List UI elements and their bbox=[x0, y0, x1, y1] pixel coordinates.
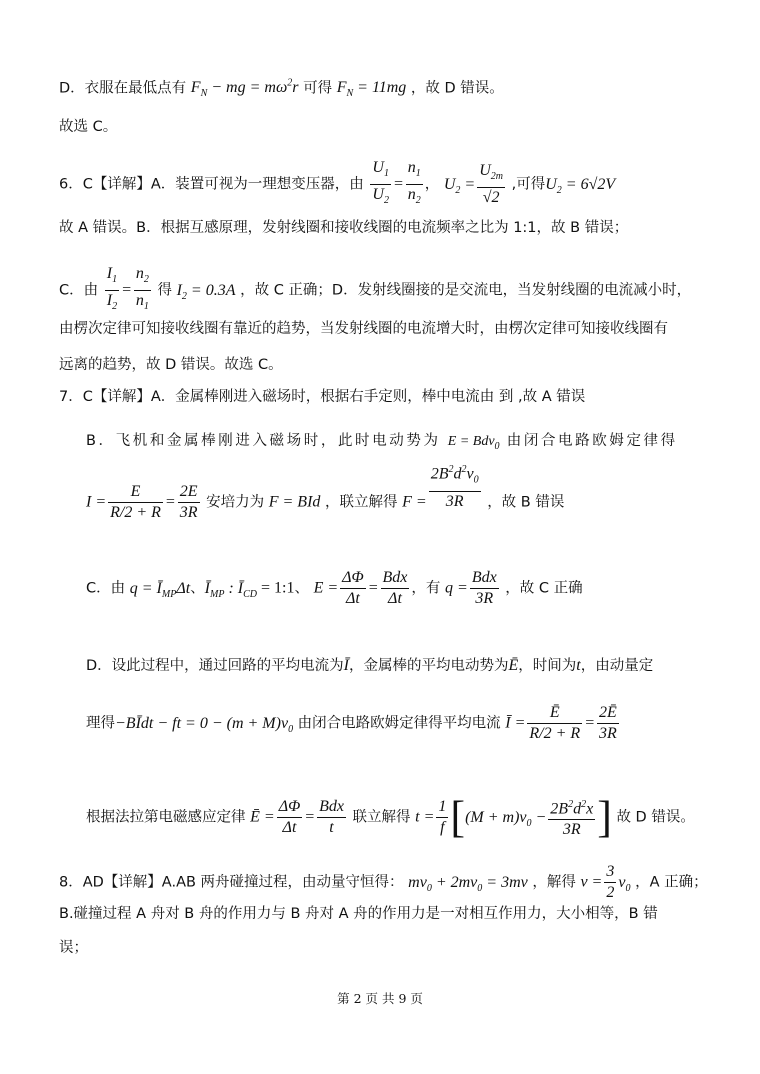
text: 理得 bbox=[86, 715, 115, 732]
q7-line-d: C．由 $q = Ī_{MP}\Delta t$、$Ī_{MP}$ : $Ī_{CD}$ = 1:1、 E = $\frac{\Delta\Phi}{\Delta t}$ = $\frac{\text{Bdx}}{\Delta t}$ ，有 q = $\frac{\text{Bdx}}{3R}$ ，故 C 正确 bbox=[86, 569, 583, 607]
q8-line-a: 8．AD【详解】A.AB 两舟碰撞过程，由动量守恒得： $mv_0 + 2mv_0 = 3mv$ ，解得 v = $\frac{3}{2}$ $v_0$ ，A 正确； bbox=[59, 863, 708, 901]
text: ，金属棒的平均电动势为 bbox=[349, 658, 509, 674]
text: ，时间为 bbox=[518, 658, 577, 674]
formula: $F_N$ − mg = $m\omega^2r$ bbox=[190, 78, 299, 100]
q8-line-c: 误； bbox=[59, 940, 88, 956]
fraction: $\frac{\text{Bdx}}{\Delta t}$ bbox=[382, 569, 408, 607]
text: ，联立解得 bbox=[325, 494, 398, 511]
text: 安培力为 bbox=[206, 494, 265, 511]
fraction: $\frac{2Ē}{3R}$ bbox=[599, 704, 617, 742]
text: 得 bbox=[157, 282, 172, 299]
text: ，故 C 正确；D．发射线圈接的是交流电，当发射线圈的电流减小时， bbox=[240, 282, 692, 299]
page-footer: 第 2 页 共 9 页 bbox=[337, 991, 423, 1006]
q6-line-c: C．由 $\frac{I_1}{I_2}$ = $\frac{n_2}{n_1}$ 得 $I_2 = 0.3A$ ，故 C 正确；D．发射线圈接的是交流电，当发射线圈的电流减小时， bbox=[59, 264, 691, 317]
q7-line-b: B．飞机和金属棒刚进入磁场时，此时电动势为 E = Bdv$_0$ 由闭合电路欧姆定律得 bbox=[86, 433, 678, 452]
q6-line-a: 6．C【详解】A．装置可视为一理想变压器，由 $\frac{U_1}{U_2}$ = $\frac{n_1}{n_2}$ ， $U_2$ = $\frac{U_{2m}}{√2}$ ,可得$U_2 = 6√2V$ bbox=[59, 158, 615, 211]
text: C．由 bbox=[59, 282, 99, 299]
text: ，A 正确； bbox=[635, 874, 708, 891]
text: ,可得 bbox=[511, 176, 546, 193]
fraction: $\frac{\Delta\Phi}{\Delta t}$ bbox=[342, 569, 364, 607]
text: ，故 B 错误 bbox=[487, 494, 565, 511]
text: C．由 bbox=[86, 580, 126, 597]
fraction: $\frac{2E}{3R}$ bbox=[179, 483, 198, 521]
fraction: $\frac{\text{Bdx}}{3R}$ bbox=[471, 569, 497, 607]
q6-line-b: 故 A 错误。B．根据互感原理，发射线圈和接收线圈的电流频率之比为 1:1，故 B 错误； bbox=[59, 220, 629, 236]
text: D．设此过程中，通过回路的平均电流为 bbox=[86, 658, 344, 674]
q7-line-a: 7．C【详解】A．金属棒刚进入磁场时，根据右手定则，棒中电流由 到 ,故 A 错误 bbox=[59, 389, 586, 405]
fraction: $\frac{\Delta\Phi}{\Delta t}$ bbox=[278, 798, 301, 837]
fraction: $\frac{I_1}{I_2}$ bbox=[106, 265, 118, 313]
q6-line-e: 远离的趋势，故 D 错误。故选 C。 bbox=[59, 357, 283, 373]
fraction: $\frac{U_{2m}}{√2}$ bbox=[479, 162, 504, 207]
fraction: $\frac{U_1}{U_2}$ bbox=[372, 159, 389, 207]
q8-line-b: B.碰撞过程 A 舟对 B 舟的作用力与 B 舟对 A 舟的作用力是一对相互作用力，大小相等，B 错 bbox=[59, 906, 658, 922]
answer-line: 故选 C。 bbox=[59, 119, 118, 135]
text: 8．AD【详解】A.AB 两舟碰撞过程，由动量守恒得： bbox=[59, 874, 404, 891]
fraction: $\frac{n_2}{n_1}$ bbox=[135, 265, 149, 313]
q7-line-c: I = $\frac{E}{R/2 + R}$ = $\frac{2E}{3R}$ 安培力为 F = BId ，联立解得 F = $\frac{2B^2d^2v_0}{3R}$ ，故 B 错误 bbox=[86, 482, 564, 523]
text: 由闭合电路欧姆定律得 bbox=[506, 433, 678, 449]
q7-line-e: D．设此过程中，通过回路的平均电流为Ī，金属棒的平均电动势为Ē，时间为t，由动量定 bbox=[86, 657, 654, 674]
text: 由闭合电路欧姆定律得平均电流 bbox=[297, 715, 501, 732]
fraction: $\frac{E}{R/2 + R}$ bbox=[110, 483, 161, 521]
option-d-line bbox=[59, 74, 504, 105]
fraction: $\frac{3}{2}$ bbox=[606, 863, 615, 901]
fraction: $\frac{2B^2d^2x}{3R}$ bbox=[548, 795, 595, 840]
text: ，由动量定 bbox=[580, 658, 654, 674]
text: 可得 bbox=[303, 80, 333, 97]
text: B．飞机和金属棒刚进入磁场时，此时电动势为 bbox=[86, 433, 441, 449]
text: ，解得 bbox=[532, 874, 576, 891]
text: 故 D 错误。 bbox=[616, 809, 695, 826]
text: ，故 D 错误。 bbox=[410, 80, 504, 97]
fraction: $\frac{Ē}{R/2 + R}$ bbox=[529, 704, 581, 742]
text: 6．C【详解】A．装置可视为一理想变压器，由 bbox=[59, 176, 364, 193]
q7-line-g: 根据法拉第电磁感应定律 Ē = $\frac{\Delta\Phi}{\Delta t}$ = $\frac{\text{Bdx}}{t}$ 联立解得 t = $\frac{1}{f}$ [$(M + m)v_0$ − $\frac{2B^2d^2x}{3R}$ ] 故 D 错误。 bbox=[86, 792, 695, 842]
fraction: $\frac{1}{f}$ bbox=[438, 798, 447, 837]
text: 根据法拉第电磁感应定律 bbox=[86, 809, 246, 826]
fraction: $\frac{n_1}{n_2}$ bbox=[407, 159, 421, 207]
fraction: $\frac{\text{Bdx}}{t}$ bbox=[319, 798, 344, 837]
text: ，故 C 正确 bbox=[505, 580, 583, 597]
fraction: $\frac{2B^2d^2v_0}{3R}$ bbox=[429, 460, 481, 512]
formula: $F_N = 11mg$ bbox=[336, 79, 407, 100]
text: D．衣服在最低点有 bbox=[59, 80, 187, 97]
text: 联立解得 bbox=[352, 809, 411, 826]
q7-line-f: 理得−BĪdt − ft = $0 - (m + M)v_0$ 由闭合电路欧姆定律得平均电流 Ī = $\frac{Ē}{R/2 + R}$ = $\frac{2Ē}{3R}$ bbox=[86, 704, 617, 742]
q6-line-d: 由楞次定律可知接收线圈有靠近的趋势，当发射线圈的电流增大时，由楞次定律可知接收线圈有 bbox=[59, 321, 668, 337]
